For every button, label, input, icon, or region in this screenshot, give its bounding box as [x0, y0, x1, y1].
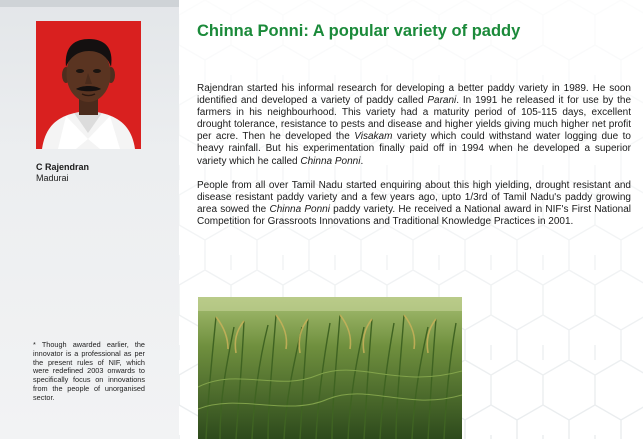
paddy-field-illustration: [198, 297, 462, 439]
sidebar: [0, 0, 179, 439]
innovator-location: Madurai: [36, 173, 69, 183]
paddy-field-photo: [198, 297, 462, 439]
footnote: * Though awarded earlier, the innovator is a professional as per the present rules of NIF, which were redefined 2003 onwards to specifically focus on innovations from the people of unorganised sector.: [33, 340, 145, 402]
portrait-illustration: [36, 21, 141, 149]
portrait-photo: [36, 21, 141, 149]
variety-name-chinna-ponni: Chinna Ponni: [300, 155, 361, 167]
variety-name-visakam: Visakam: [354, 131, 393, 143]
innovator-name: C Rajendran: [36, 162, 90, 172]
variety-name-chinna-ponni: Chinna Ponni: [269, 204, 330, 216]
article-paragraph-1: Rajendran started his informal research for developing a better paddy variety in 1989. He soon identified and developed a variety of paddy called Parani. In 1991 he released it for use by the farmers in his neighbourhood. This variety had a maturity period of 105-115 days, excellent drought tolerance, resistance to pests and disease and higher yields giving much higher net profit per acre. Then he developed the Visakam variety which could withstand water logging due to heavy rainfall. But his experimentation finally paid off in 1994 when he developed a superior variety which he called Chinna Ponni.: [197, 83, 632, 167]
article-title: Chinna Ponni: A popular variety of paddy: [197, 22, 521, 40]
variety-name-parani: Parani: [427, 95, 457, 107]
article-paragraph-2: People from all over Tamil Nadu started enquiring about this high yielding, drought resistant and disease resistant paddy variety and a few years ago, upto 1/3rd of Tamil Nadu's paddy growing area sowed the Chinna Ponni paddy variety. He received a National award in NIF's First National Competition for Grassroots Innovations and Traditional Knowledge Practices in 2001.: [197, 180, 632, 228]
